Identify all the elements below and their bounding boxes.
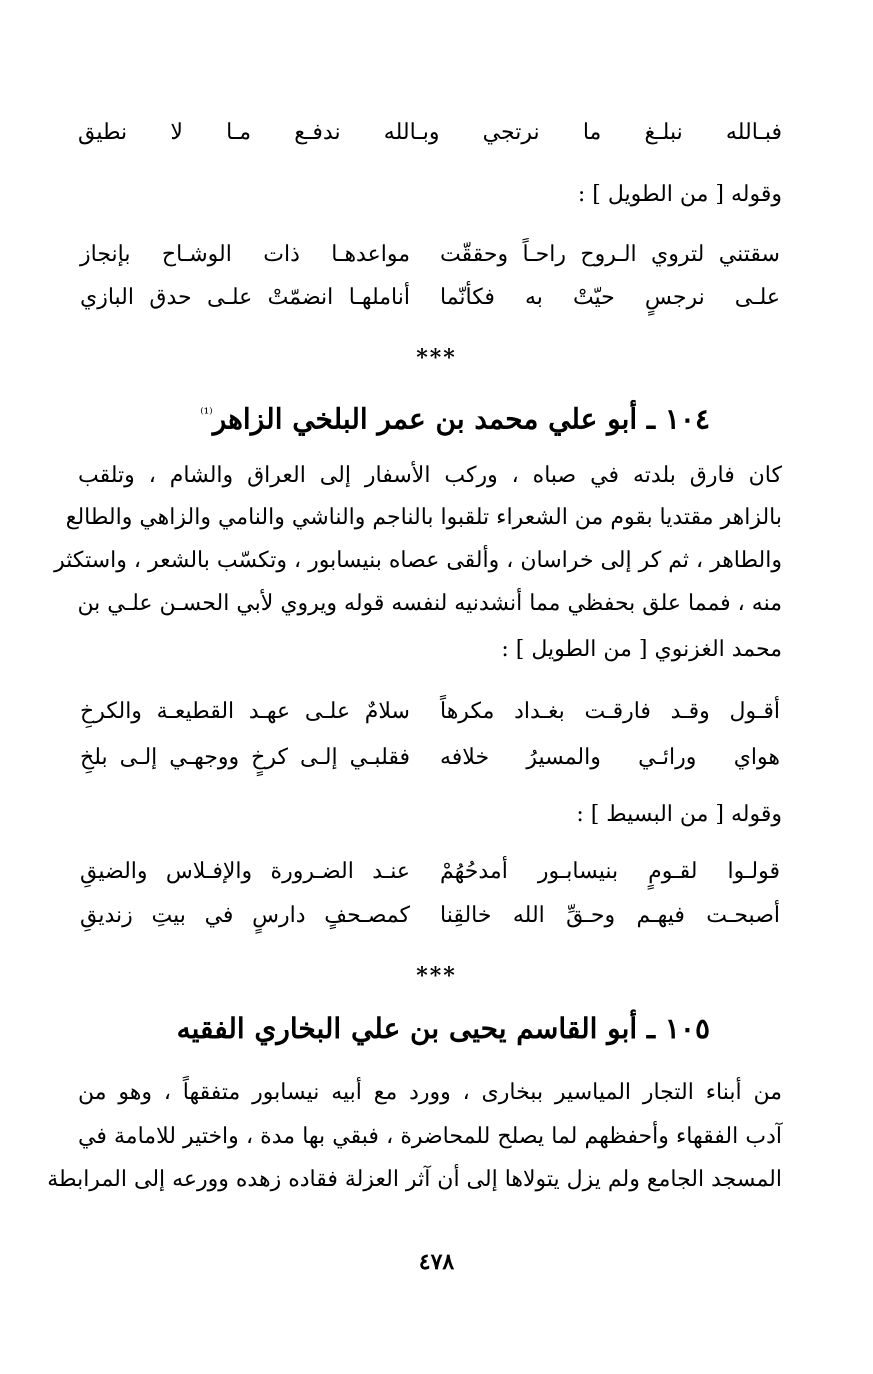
hemistich-left: كمصـحفٍ دارسٍ في بيتِ زنديقِ (80, 903, 410, 928)
para-104-line-2: بالزاهر مقتديا بقوم من الشعراء تلقبوا بالناجم والناشي والنامي والزاهي والطالع (65, 505, 782, 530)
footnote-marker: ⁽¹⁾ (200, 406, 213, 422)
para-105-line-3: المسجد الجامع ولم يزل يتولاها إلى أن آثر العزلة فقاده زهده وورعه إلى المرابطة (47, 1167, 782, 1192)
para-104-line-4: منه ، فمما علق بحفظي مما أنشدنيه لنفسه قوله ويروي لأبي الحسـن علـي بن (77, 591, 782, 616)
section-separator-2: *** (416, 963, 457, 989)
verse-couplet-c2 (80, 738, 780, 778)
verse-line-1-text: فبـالله نبلـغ ما نرتجي وبـالله ندفـع مـا لا نطيق (78, 120, 782, 145)
entry-heading-104-text: ١٠٤ ـ أبو علي محمد بن عمر البلخي الزاهر (212, 402, 710, 436)
verse-couplet-b2 (80, 278, 780, 318)
hemistich-right: أقـول وقـد فارقـت بغـداد مكرهاً (440, 699, 780, 724)
verse-couplet-b1 (80, 235, 780, 275)
hemistich-right: هواي ورائـي والمسيرُ خلافه (440, 745, 780, 770)
para-104-line-3: والطاهر ، ثم كر إلى خراسان ، وألقى عصاه بنيسابور ، وتكسّب بالشعر ، واستكثر (54, 548, 782, 573)
para-104-line-5: محمد الغزنوي [ من الطويل ] : (501, 637, 782, 662)
hemistich-right: سقتني لتروي الـروح راحـاً وحققّت (440, 242, 780, 267)
meter-intro-basit: وقوله [ من البسيط ] : (576, 802, 782, 827)
para-104-line-1: كان فارق بلدته في صباه ، وركب الأسفار إلى العراق والشام ، وتلقب (78, 463, 782, 488)
verse-line-1 (78, 113, 782, 153)
hemistich-right: قولـوا لقـومٍ بنيسابـور أمدحُهُمْ (440, 859, 780, 884)
entry-heading-105: ١٠٥ ـ أبو القاسم يحيى بن علي البخاري الفقيه (176, 1012, 710, 1045)
para-105-line-2: آدب الفقهاء وأحفظهم لما يصلح للمحاضرة ، فبقي بها مدة ، واختير للامامة في (78, 1124, 782, 1149)
hemistich-right: علـى نرجسٍ حيّتْ به فكأنّما (440, 285, 780, 310)
hemistich-left: أناملهـا انضمّتْ علـى حدق البازي (80, 285, 410, 310)
hemistich-left: فقلبـي إلـى كرخٍ ووجهـي إلـى بلخِ (80, 745, 410, 770)
entry-heading-104 (78, 392, 710, 441)
meter-intro-tawil-1: وقوله [ من الطويل ] : (577, 182, 782, 207)
hemistich-right: أصبحـت فيهـم وحـقِّ الله خالقِنا (440, 903, 780, 928)
section-separator-1: *** (416, 345, 457, 371)
verse-couplet-d2 (80, 896, 780, 936)
verse-couplet-d1 (80, 852, 780, 892)
hemistich-left: مواعدهـا ذات الوشـاح بإنجاز (80, 242, 410, 267)
page-number: ٤٧٨ (418, 1249, 455, 1275)
hemistich-left: سلامٌ علـى عهـد القطيعـة والكرخِ (80, 699, 410, 724)
hemistich-left: عنـد الضـرورة والإفـلاس والضيقِ (80, 859, 410, 884)
para-105-line-1: من أبناء التجار المياسير ببخارى ، وورد مع أبيه نيسابور متفقهاً ، وهو من (78, 1080, 782, 1105)
verse-couplet-c1 (80, 692, 780, 732)
